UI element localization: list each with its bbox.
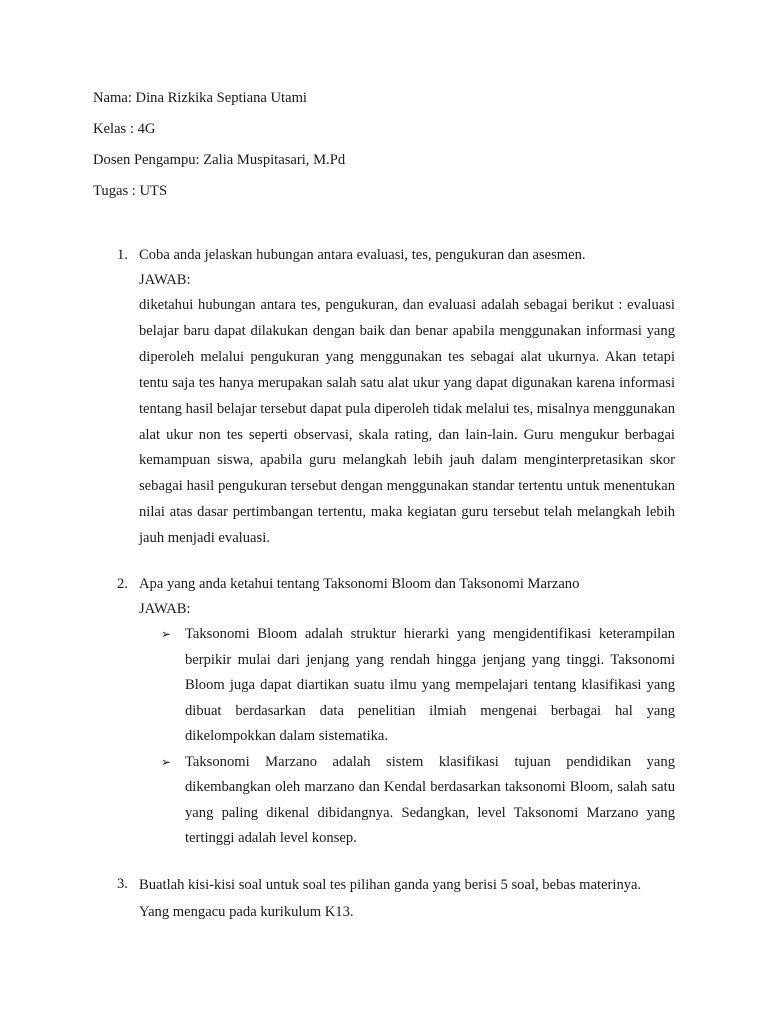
question-body [139, 243, 675, 552]
question-text-line-2: Yang mengacu pada kurikulum K13. [139, 904, 354, 920]
bullet-text: Taksonomi Marzano adalah sistem klasifikasi tujuan pendidikan yang dikembangkan oleh marzano dan Kendal berdasarkan taksonomi Bloom, salah satu yang paling dikenal dibidangnya. Sedangkan, level Taksonomi Marzano yang tertinggi adalah level konsep. [185, 753, 675, 846]
class-line: Kelas : 4G [93, 121, 156, 137]
question-text-line-1: Buatlah kisi-kisi soal untuk soal tes pilihan ganda yang berisi 5 soal, bebas materinya. [139, 877, 642, 893]
question-body [139, 572, 675, 852]
question-number: 1. [117, 247, 128, 263]
arrow-bullet-icon: ➢ [161, 627, 172, 641]
answer-label: JAWAB: [139, 601, 191, 617]
question-number: 2. [117, 576, 128, 592]
answer-label: JAWAB: [139, 272, 191, 288]
bullet-text: Taksonomi Bloom adalah struktur hierarki yang mengidentifikasi keterampilan berpikir mulai dari jenjang yang rendah hingga jenjang yang tinggi. Taksonomi Bloom juga dapat diartikan suatu ilmu yang mempelajari tentang klasifikasi yang dibuat berdasarkan data penelitian ilmiah mengenai berbagai hal yang dikelompokkan dalam sistematika. [185, 626, 675, 744]
question-text: Apa yang anda ketahui tentang Taksonomi Bloom dan Taksonomi Marzano [139, 576, 580, 592]
answer-text: diketahui hubungan antara tes, pengukuran, dan evaluasi adalah sebagai berikut : evaluasi belajar baru dapat dilakukan dengan baik dan benar apabila menggunakan informasi yang diperoleh melalui pengukuran yang menggunakan tes sebagai alat ukurnya. Akan tetapi tentu saja tes hanya merupakan salah satu alat ukur yang dapat digunakan karena informasi tentang hasil belajar tersebut dapat pula diperoleh tidak melalui tes, misalnya menggunakan alat ukur non tes seperti observasi, skala rating, dan lain-lain. Guru mengukur berbagai kemampuan siswa, apabila guru melangkah lebih jauh dalam menginterpretasikan skor sebagai hasil pengukuran tersebut dengan menggunakan standar tertentu untuk menentukan nilai atas dasar pertimbangan tertentu, maka kegiatan guru tersebut telah melangkah lebih jauh menjadi evaluasi. [139, 297, 675, 547]
student-name: Nama: Dina Rizkika Septiana Utami [93, 90, 307, 106]
bullet-item [161, 622, 675, 750]
assignment-line: Tugas : UTS [93, 183, 168, 199]
arrow-bullet-icon: ➢ [161, 754, 172, 769]
bullet-item [161, 750, 675, 852]
lecturer-line: Dosen Pengampu: Zalia Muspitasari, M.Pd [93, 152, 346, 168]
question-body [139, 872, 675, 926]
question-text: Coba anda jelaskan hubungan antara evaluasi, tes, pengukuran dan asesmen. [139, 247, 586, 263]
question-number: 3. [117, 876, 128, 892]
